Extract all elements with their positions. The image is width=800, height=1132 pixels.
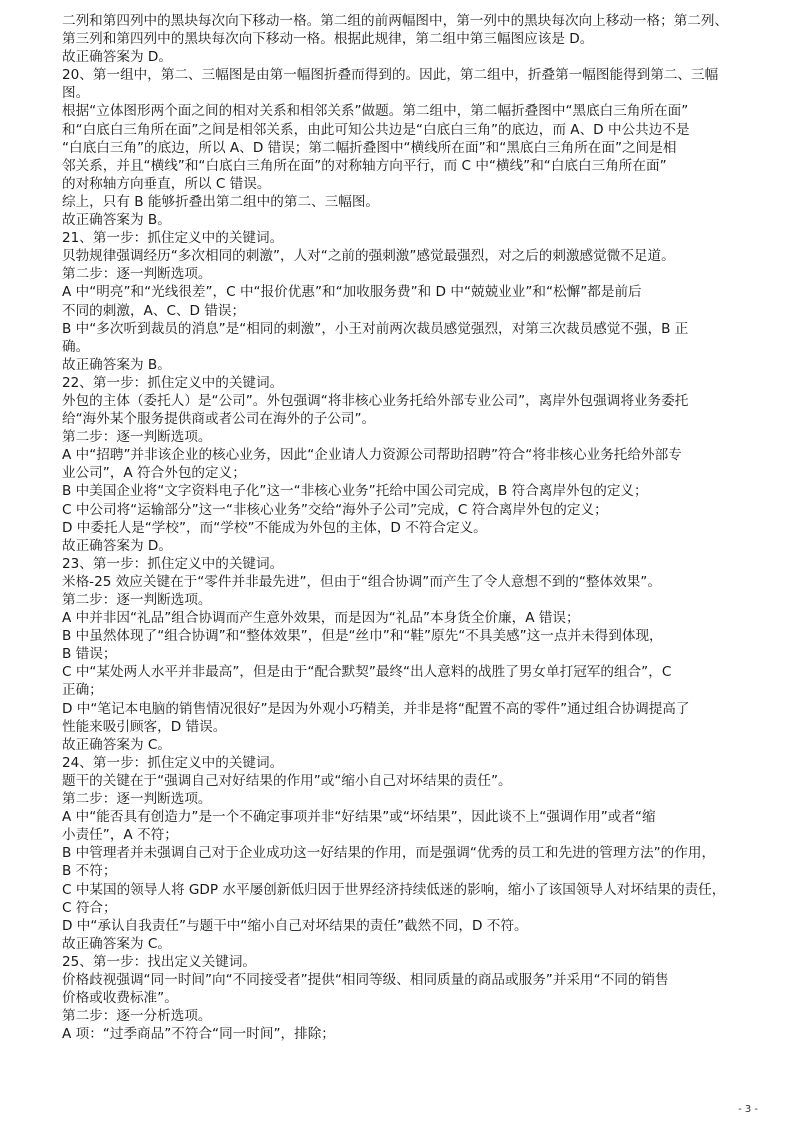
text-line: 给“海外某个服务提供商或者公司在海外的子公司”。 [62, 411, 376, 428]
text-line: D 中委托人是“学校”，而“学校”不能成为外包的主体，D 不符合定义。 [62, 519, 487, 536]
text-line: 21、第一步：抓住定义中的关键词。 [62, 230, 284, 247]
text-line: 故正确答案为 C。 [62, 736, 171, 753]
text-line: 贝勃规律强调经历“多次相同的刺激”，人对“之前的强刺激”感觉最强烈，对之后的刺激感觉微不足道。 [62, 248, 675, 265]
text-line: A 项：“过季商品”不符合“同一时间”，排除； [62, 1026, 335, 1043]
text-line: 性能来吸引顾客，D 错误。 [62, 718, 227, 735]
text-line: B 中虽然体现了“组合协调”和“整体效果”，但是“丝巾”和“鞋”原先“不具美感”这一点并未得到体现， [62, 628, 663, 645]
text-line: A 中并非因“礼品”组合协调而产生意外效果，而是因为“礼品”本身货全价廉，A 错误； [62, 610, 580, 627]
text-line: C 符合； [62, 899, 117, 916]
text-line: C 中公司将“运输部分”这一“非核心业务”交给“海外子公司”完成，C 符合离岸外包的定义； [62, 501, 608, 518]
text-line: 第二步：逐一判断选项。 [62, 791, 212, 808]
text-line: 题干的关键在于“强调自己对好结果的作用”或“缩小自己对坏结果的责任”。 [62, 772, 512, 789]
text-line: 故正确答案为 D。 [62, 49, 172, 66]
page-number: - 3 - [738, 1104, 758, 1115]
text-line: C 中某国的领导人将 GDP 水平屡创新低归因于世界经济持续低迷的影响，缩小了该国领导人对坏结果的责任， [62, 881, 726, 898]
text-line: 价格歧视强调“同一时间”向“不同接受者”提供“相同等级、相同质量的商品或服务”并采用“不同的销售 [62, 971, 669, 988]
text-line: B 中美国企业将“文字资料电子化”这一“非核心业务”托给中国公司完成，B 符合离岸外包的定义； [62, 483, 648, 500]
text-line: 故正确答案为 D。 [62, 537, 172, 554]
text-line: 综上，只有 B 能够折叠出第二组中的第二、三幅图。 [62, 193, 380, 210]
text-line: 外包的主体（委托人）是“公司”。外包强调“将非核心业务托给外部专业公司”，离岸外包强调将业务委托 [62, 392, 689, 409]
text-line: 根据“立体图形两个面之间的相对关系和相邻关系”做题。第二组中，第二幅折叠图中“黑底白三角所在面” [62, 103, 689, 120]
text-line: 故正确答案为 C。 [62, 935, 171, 952]
text-line: 米格-25 效应关键在于“零件并非最先进”，但由于“组合协调”而产生了令人意想不到的“整体效果”。 [62, 573, 661, 590]
text-line: 第二步：逐一判断选项。 [62, 266, 212, 283]
text-line: D 中“承认自我责任”与题干中“缩小自己对坏结果的责任”截然不同，D 不符。 [62, 917, 528, 934]
text-line: A 中“明亮”和“光线很差”，C 中“报价优惠”和“加收服务费”和 D 中“兢兢业业”和“松懈”都是前后 [62, 284, 642, 301]
text-line: 第三列和第四列中的黑块每次向下移动一格。根据此规律，第二组中第三幅图应该是 D。 [62, 31, 594, 48]
text-line: B 不符； [62, 863, 117, 880]
text-line: “白底白三角”的底边，所以 A、D 错误；第二幅折叠图中“横线所在面”和“黑底白三角所在面”之间是相 [62, 139, 677, 156]
document-body [62, 12, 762, 1043]
text-line: A 中“能否具有创造力”是一个不确定事项并非“好结果”或“坏结果”，因此谈不上“强调作用”或者“缩 [62, 809, 656, 826]
text-line: 确。 [62, 338, 90, 355]
text-line: A 中“招聘”并非该企业的核心业务，因此“企业请人力资源公司帮助招聘”符合“将非核心业务托给外部专 [62, 447, 682, 464]
text-line: 价格或收费标准”。 [62, 990, 178, 1007]
text-line: D 中“笔记本电脑的销售情况很好”是因为外观小巧精美，并非是将“配置不高的零件”通过组合协调提高了 [62, 700, 690, 717]
text-line: 第二步：逐一分析选项。 [62, 1008, 212, 1025]
text-line: 25、第一步：找出定义关键词。 [62, 953, 257, 970]
text-line: 的对称轴方向垂直，所以 C 错误。 [62, 175, 271, 192]
text-line: 20、第一组中，第二、三幅图是由第一幅图折叠而得到的。因此，第二组中，折叠第一幅图能得到第二、三幅 [62, 67, 719, 84]
text-line: 23、第一步：抓住定义中的关键词。 [62, 555, 284, 572]
text-line: 业公司”，A 符合外包的定义； [62, 465, 246, 482]
text-line: 第二步：逐一判断选项。 [62, 429, 212, 446]
text-line: 图。 [62, 85, 90, 102]
text-line: B 中管理者并未强调自己对于企业成功这一好结果的作用，而是强调“优秀的员工和先进的管理方法”的作用， [62, 845, 716, 862]
text-line: 第二步：逐一判断选项。 [62, 592, 212, 608]
text-line: B 错误； [62, 646, 117, 663]
text-line: 22、第一步：抓住定义中的关键词。 [62, 374, 284, 391]
text-line: 小责任”，A 不符； [62, 827, 178, 844]
text-line: 二列和第四列中的黑块每次向下移动一格。第二组的前两幅图中，第一列中的黑块每次向上移动一格；第二列、 [62, 13, 729, 29]
text-line: 故正确答案为 B。 [62, 356, 171, 373]
text-line: 和“白底白三角所在面”之间是相邻关系，由此可知公共边是“白底白三角”的底边，而 A、D 中公共边不是 [62, 121, 690, 138]
text-line: B 中“多次听到裁员的消息”是“相同的刺激”，小王对前两次裁员感觉强烈，对第三次裁员感觉不强，B 正 [62, 320, 689, 337]
text-line: 不同的刺激，A、C、D 错误； [62, 302, 246, 319]
text-line: 正确； [62, 682, 103, 699]
text-line: C 中“某处两人水平并非最高”，但是由于“配合默契”最终“出人意料的战胜了男女单打冠军的组合”，C [62, 664, 672, 681]
text-line: 故正确答案为 B。 [62, 212, 171, 229]
text-line: 24、第一步：抓住定义中的关键词。 [62, 754, 284, 771]
text-line: 邻关系，并且“横线”和“白底白三角所在面”的对称轴方向平行，而 C 中“横线”和“白底白三角所在面” [62, 157, 667, 174]
